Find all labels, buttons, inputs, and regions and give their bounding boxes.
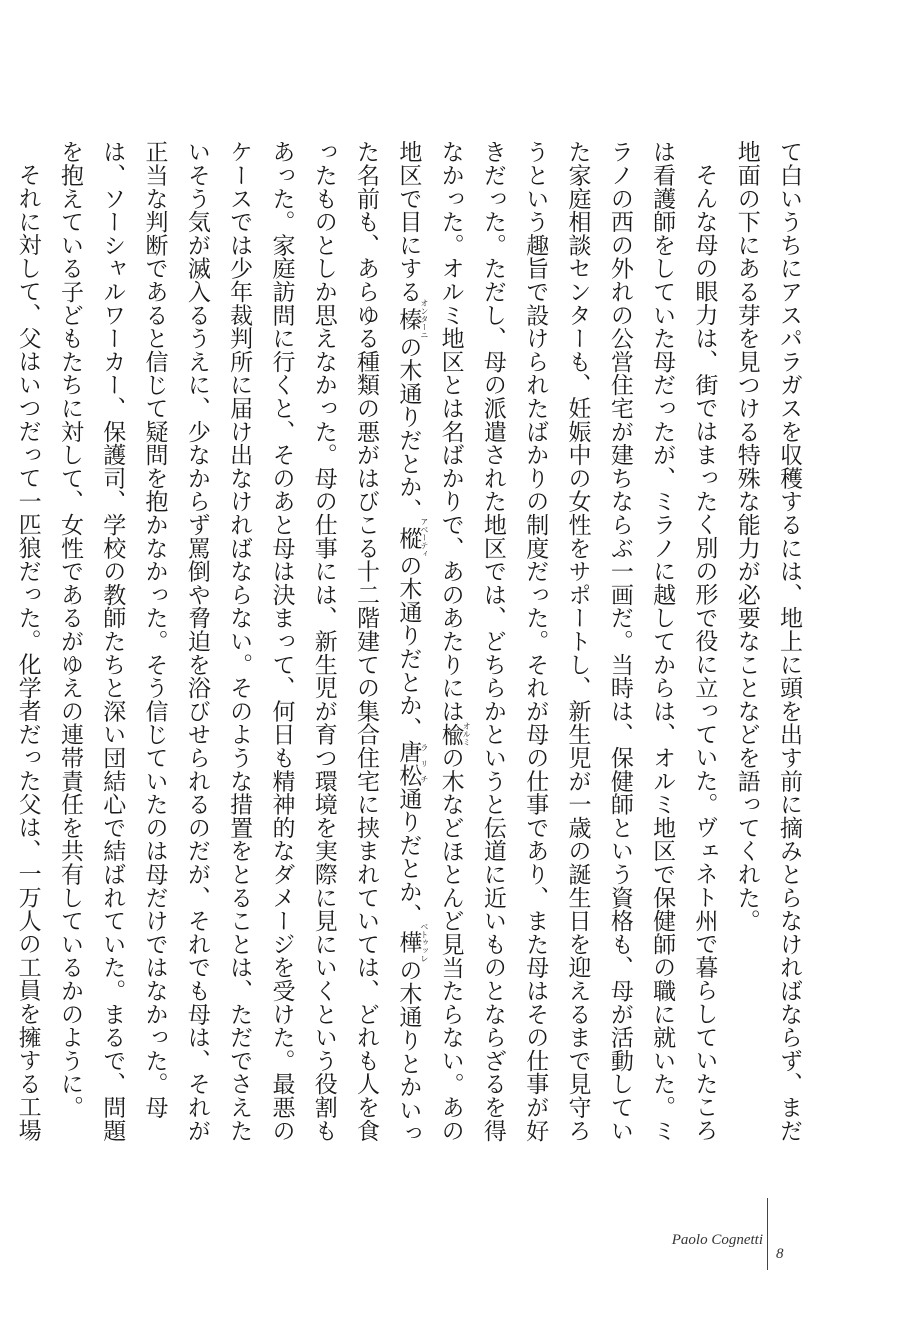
text-run: の木などほとんど見当たらない。あの地区で目にする [395, 140, 464, 1142]
ruby-base: 榛 [395, 299, 422, 340]
ruby-reading: アベーティ [419, 517, 429, 558]
ruby-annotated-word [395, 739, 429, 787]
ruby-annotated-word [395, 299, 429, 340]
paragraph [49, 140, 726, 1156]
paragraph [0, 140, 49, 1156]
ruby-reading: オンターニ [419, 299, 429, 340]
ruby-base: 樅 [395, 517, 422, 558]
text-run: それに対して、父はいつだって一匹狼だった。化学者だった父は、一万人の工員を擁する工場 [14, 163, 41, 1142]
text-run: そんな母の眼力は、街ではまったく別の形で役に立っていた。ヴェネト州で暮らしていたころは看護師をしていた母だったが、ミラノに越してからは、オルミ地区で保健師の職に就いた。ミラノの西の外れの公営住宅が建ちならぶ一画だ。当時は、保健師という資格も、母が活動していた家庭相談センターも、妊娠中の女性をサポートし、新生児が一歳の誕生日を迎えるまで見守ろうという趣旨で設けられたばかりの制度だった。それが母の仕事であり、また母はその仕事が好きだった。ただし、母の派遣された地区では、どちらかというと伝道に近いものとならざるを得なかった。オルミ地区とは名ばかりで、あのあたりには [437, 140, 718, 1142]
ruby-reading: ラリチ [419, 739, 429, 787]
ruby-base: 唐松 [395, 739, 422, 787]
text-run: の木通りだとか、 [395, 335, 422, 522]
ruby-annotated-word [395, 922, 429, 963]
page-number: 8 [776, 1246, 784, 1262]
text-run: の木通りだとか、 [395, 553, 422, 740]
text-run: の木通りとかいった名前も、あらゆる種類の悪がはびこる十二階建ての集合住宅に挟まれていては、どれも人を食ったものとしか思えなかった。母の仕事には、新生児が育つ環境を実際に見にいくという役割もあった。家庭訪問に行くと、そのあと母は決まって、何日も精神的なダメージを受けた。最悪のケースでは少年裁判所に届け出なければならない。そのような措置をとることは、ただでさえたいそう気が滅入るうえに、少なからず罵倒や脅迫を浴びせられるのだが、それでも母は、それが正当な判断であると信じて疑問を抱かなかった。そう信じていたのは母だけではなかった。母は、ソーシャルワーカー、保護司、学校の教師たちと深い団結心で結ばれていた。まるで、問題を抱えている子どもたちに対して、女性であるがゆえの連帯責任を共有しているかのように。 [56, 140, 422, 1145]
running-footer-author: Paolo Cognetti [671, 1232, 763, 1248]
footer-divider [767, 1198, 768, 1270]
paragraph [725, 140, 810, 1156]
ruby-base: 楡 [437, 722, 464, 747]
ruby-reading: オルミ [462, 722, 472, 747]
ruby-annotated-word [395, 517, 429, 558]
text-run: て白いうちにアスパラガスを収穫するには、地上に頭を出す前に摘みとらなければならず、まだ地面の下にある芽を見つける特殊な能力が必要なことなどを語ってくれた。 [733, 140, 802, 1142]
ruby-base: 樺 [395, 922, 422, 963]
text-run: 通りだとか、 [395, 786, 422, 927]
body-text [14, 140, 810, 1156]
ruby-reading: ベトゥッレ [419, 922, 429, 963]
ruby-annotated-word [437, 722, 472, 747]
